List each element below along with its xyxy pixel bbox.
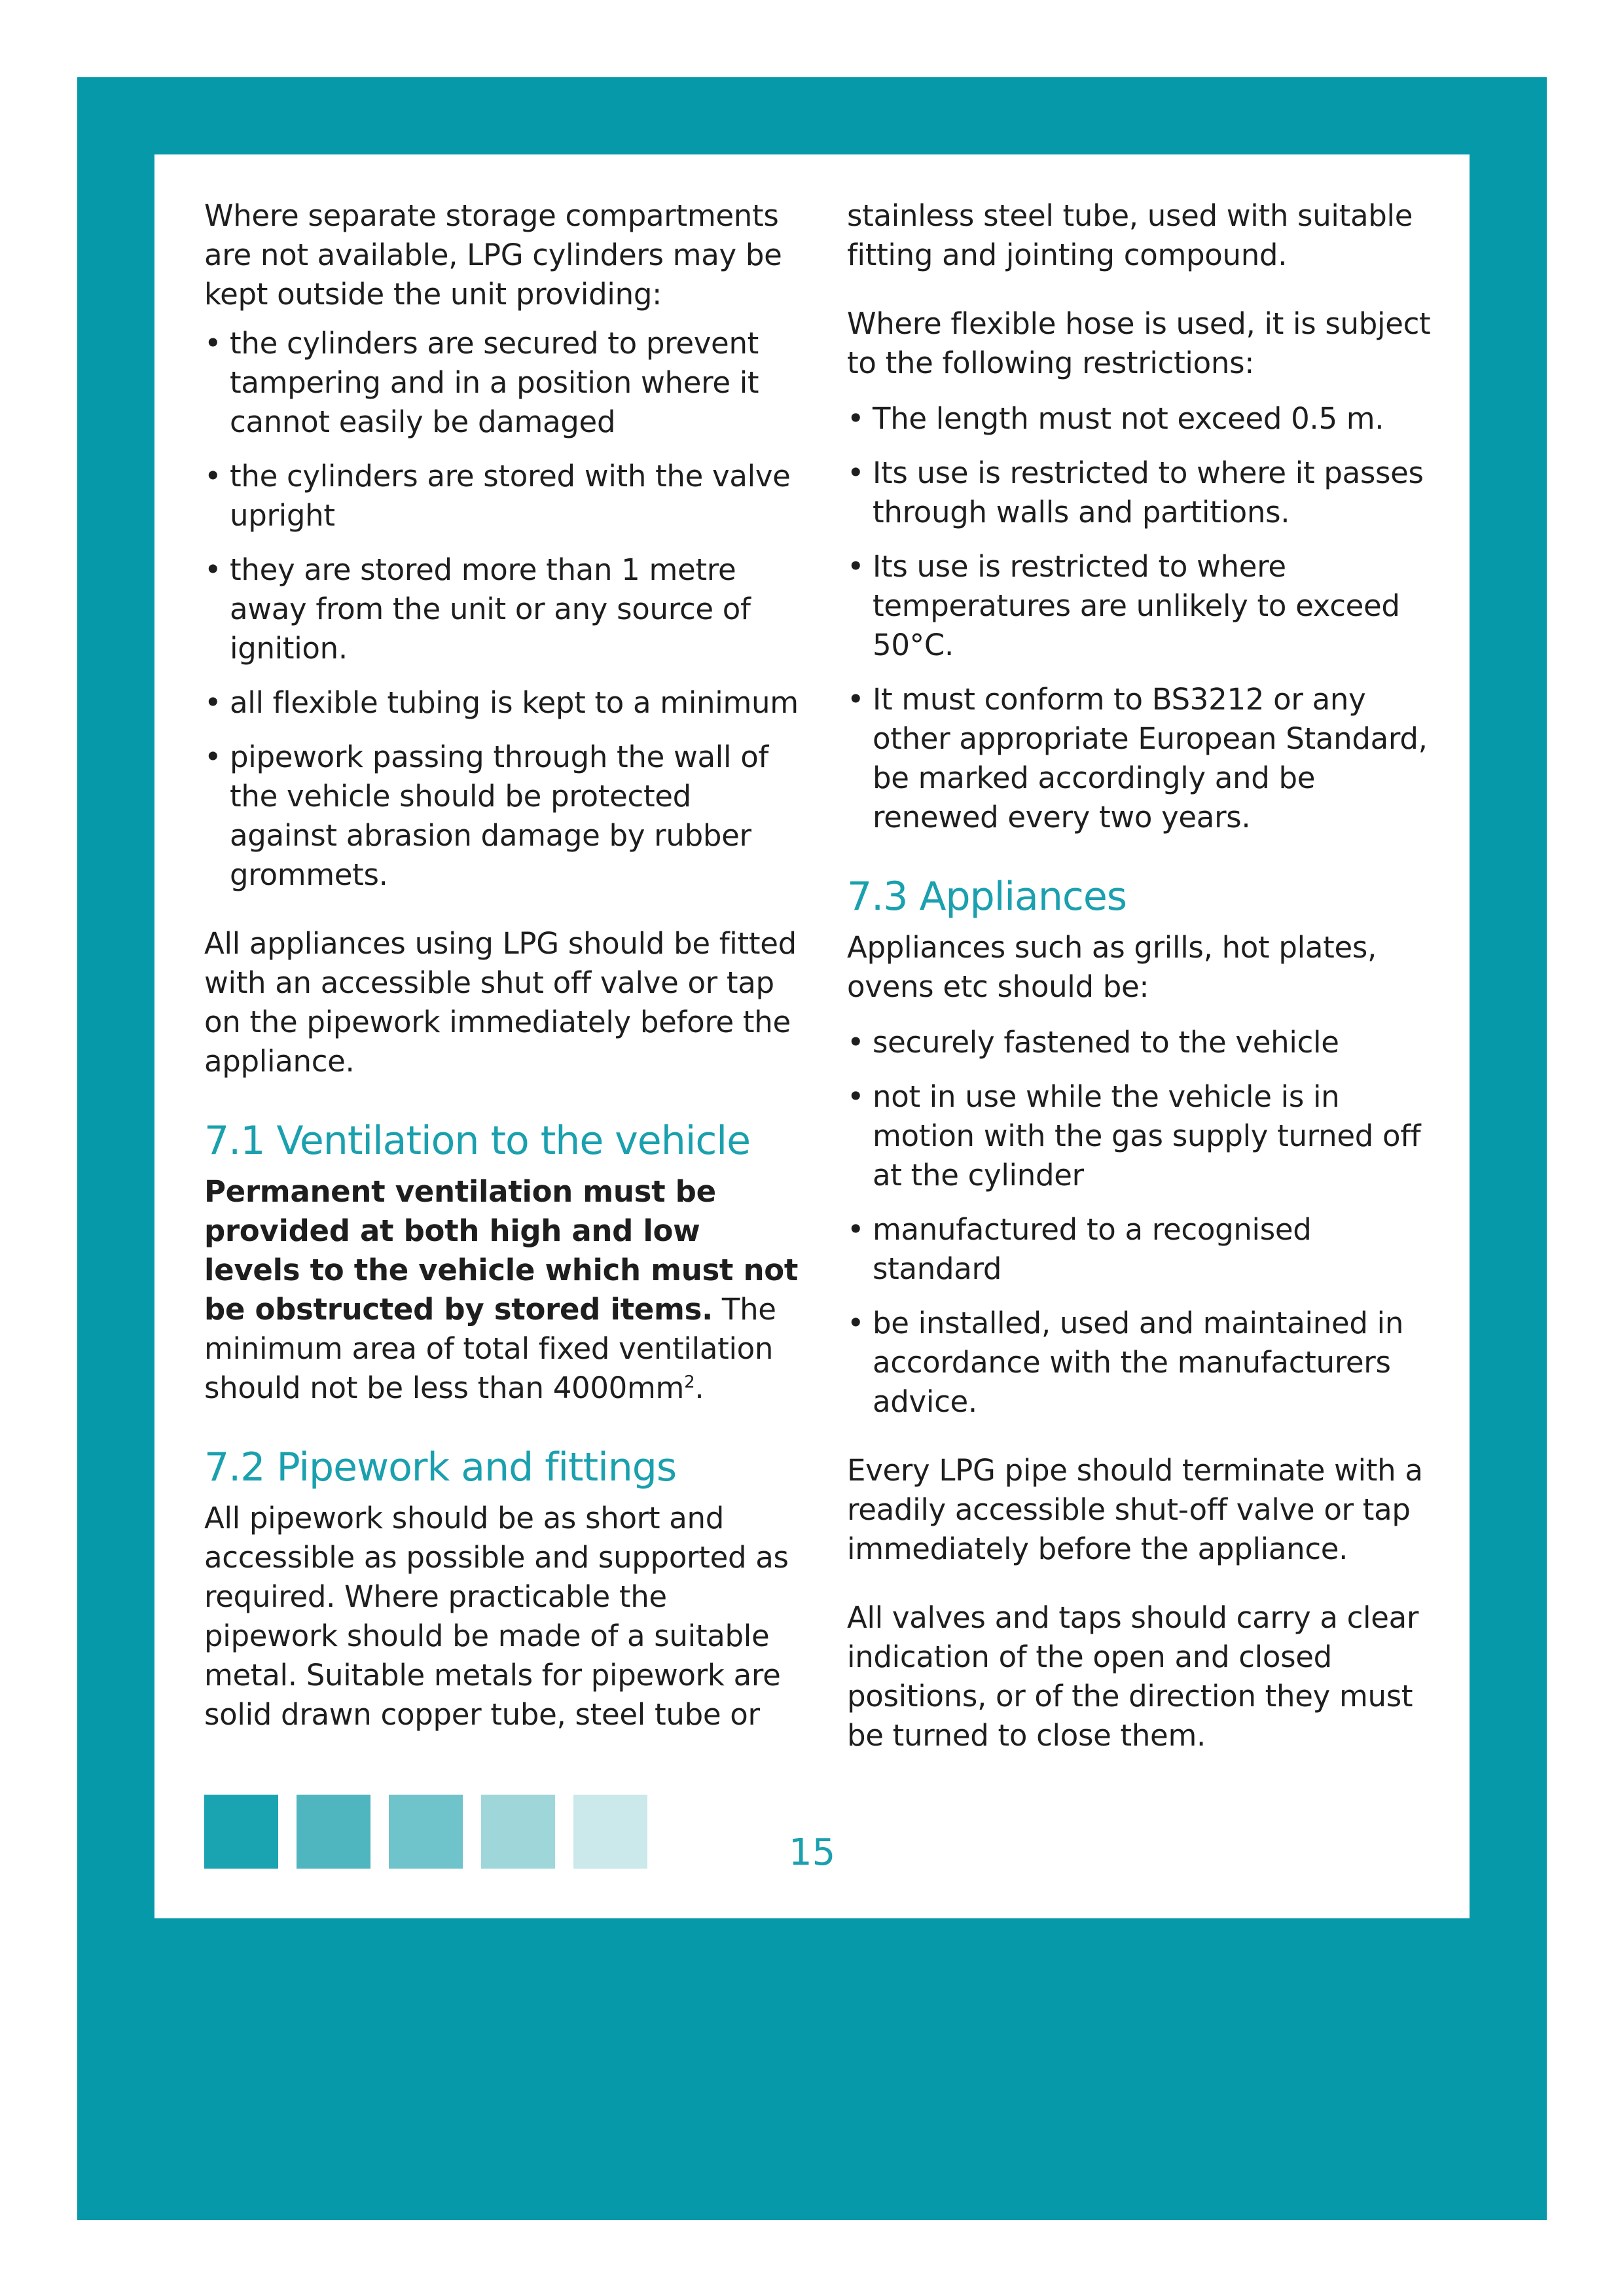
valves-paragraph: All valves and taps should carry a clear indication of the open and closed positions, or of the direction they must be turned to close them. bbox=[847, 1600, 1419, 1753]
hose-intro-paragraph: Where flexible hose is used, it is subject to the following restrictions: bbox=[847, 306, 1431, 380]
list-item: • manufactured to a recognised standard bbox=[847, 1210, 1436, 1289]
list-item: • the cylinders are stored with the valve upright bbox=[204, 457, 800, 535]
ventilation-paragraph bbox=[204, 1172, 800, 1408]
list-item: • Its use is restricted to where temperatures are unlikely to exceed 50°C. bbox=[847, 547, 1436, 665]
list-item: • all flexible tubing is kept to a minimum bbox=[204, 683, 800, 723]
color-swatch bbox=[297, 1795, 370, 1869]
page-number: 15 bbox=[789, 1831, 836, 1874]
list-item: • they are stored more than 1 metre away from the unit or any source of ignition. bbox=[204, 550, 800, 668]
section-7-3-heading: 7.3 Appliances bbox=[847, 874, 1127, 920]
appliances-list bbox=[847, 1023, 1436, 1422]
pipework-paragraph: All pipework should be as short and accessible as possible and supported as required. Where practicable the pipework should be made of a suitable metal. Suitable metals for pipework are solid drawn copper tube, steel tube or bbox=[204, 1501, 789, 1732]
left-column bbox=[204, 196, 800, 1764]
list-item: • It must conform to BS3212 or any other appropriate European Standard, be marked accordingly and be renewed every two years. bbox=[847, 680, 1436, 837]
hose-restrictions-list bbox=[847, 399, 1436, 837]
list-item: • the cylinders are secured to prevent tampering and in a position where it cannot easily be damaged bbox=[204, 324, 800, 442]
ventilation-bold-text: Permanent ventilation must be provided at both high and low levels to the vehicle which must not be obstructed by stored items. bbox=[204, 1174, 799, 1327]
color-swatch bbox=[204, 1795, 278, 1869]
list-item: • not in use while the vehicle is in motion with the gas supply turned off at the cylinder bbox=[847, 1077, 1436, 1195]
color-swatch bbox=[573, 1795, 647, 1869]
pipe-termination-paragraph: Every LPG pipe should terminate with a readily accessible shut-off valve or tap immediately before the appliance. bbox=[847, 1453, 1423, 1566]
ventilation-text: The minimum area of total fixed ventilation should not be less than 4000mm bbox=[204, 1292, 776, 1405]
list-item: • pipework passing through the wall of the vehicle should be protected against abrasion damage by rubber grommets. bbox=[204, 738, 800, 895]
list-item: • Its use is restricted to where it passes through walls and partitions. bbox=[847, 454, 1436, 532]
appliances-valve-paragraph: All appliances using LPG should be fitted with an accessible shut off valve or tap on the pipework immediately before the appliance. bbox=[204, 926, 797, 1079]
right-column bbox=[847, 196, 1436, 1785]
color-swatch bbox=[481, 1795, 555, 1869]
list-item: • The length must not exceed 0.5 m. bbox=[847, 399, 1436, 439]
list-item: • be installed, used and maintained in accordance with the manufacturers advice. bbox=[847, 1304, 1436, 1422]
list-item: • securely fastened to the vehicle bbox=[847, 1023, 1436, 1062]
cylinder-conditions-list bbox=[204, 324, 800, 895]
appliances-intro-paragraph: Appliances such as grills, hot plates, ovens etc should be: bbox=[847, 930, 1377, 1004]
color-swatch bbox=[389, 1795, 463, 1869]
section-7-2-heading: 7.2 Pipework and fittings bbox=[204, 1444, 677, 1490]
section-7-1-heading: 7.1 Ventilation to the vehicle bbox=[204, 1118, 750, 1164]
ventilation-end: . bbox=[695, 1371, 704, 1405]
intro-paragraph: Where separate storage compartments are not available, LPG cylinders may be kept outside the unit providing: bbox=[204, 198, 782, 312]
continued-paragraph: stainless steel tube, used with suitable fitting and jointing compound. bbox=[847, 198, 1413, 272]
superscript: 2 bbox=[684, 1372, 695, 1392]
